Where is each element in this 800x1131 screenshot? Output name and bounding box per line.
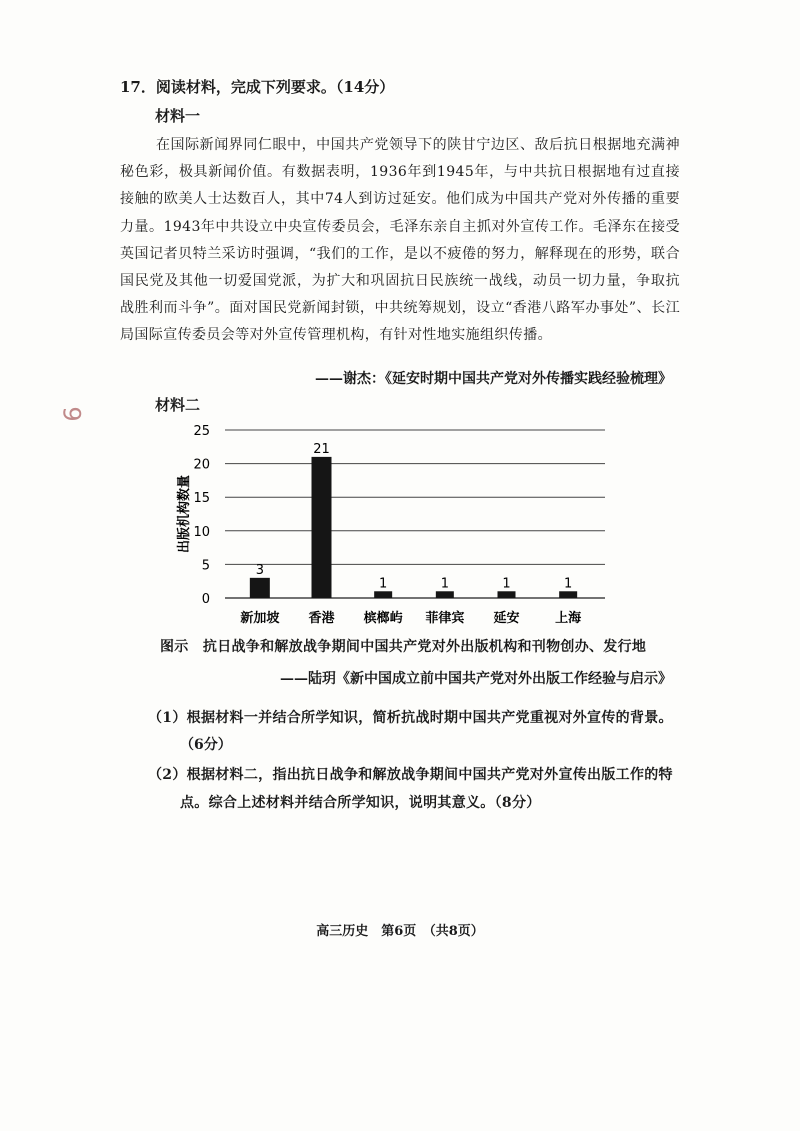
bar bbox=[374, 591, 392, 598]
x-category-label: 菲律宾 bbox=[425, 611, 465, 626]
bar bbox=[250, 578, 270, 598]
publishing-bar-chart bbox=[160, 418, 620, 630]
bar bbox=[436, 591, 454, 598]
bar-value-label: 3 bbox=[255, 562, 264, 578]
y-tick-label: 0 bbox=[201, 592, 210, 607]
x-category-label: 新加坡 bbox=[240, 611, 280, 626]
material1-label: 材料一 bbox=[155, 107, 201, 125]
bar-value-label: 21 bbox=[313, 441, 330, 457]
bar-value-label: 1 bbox=[564, 576, 573, 592]
x-category-label: 槟榔屿 bbox=[363, 611, 403, 626]
y-axis-label: 出版机构数量 bbox=[177, 474, 192, 554]
y-tick-label: 20 bbox=[193, 457, 210, 473]
bar-value-label: 1 bbox=[440, 576, 449, 592]
question-heading: 17．阅读材料，完成下列要求。（14分） bbox=[120, 78, 395, 96]
x-category-label: 香港 bbox=[308, 611, 335, 626]
x-category-label: 延安 bbox=[493, 611, 520, 626]
question-1: （1）根据材料一并结合所学知识，简析抗战时期中国共产党重视对外宣传的背景。 bbox=[148, 710, 673, 726]
question-2: （2）根据材料二，指出抗日战争和解放战争期间中国共产党对外宣传出版工作的特 bbox=[148, 767, 673, 783]
y-tick-label: 10 bbox=[193, 524, 210, 540]
bar-value-label: 1 bbox=[502, 576, 511, 592]
question-2-continued: 点。综合上述材料并结合所学知识，说明其意义。（8分） bbox=[180, 795, 541, 811]
figure-caption: 图示 抗日战争和解放战争期间中国共产党对外出版机构和刊物创办、发行地 bbox=[160, 639, 647, 655]
bar bbox=[559, 591, 577, 598]
question-1-points: （6分） bbox=[180, 737, 232, 753]
material2-label: 材料二 bbox=[155, 396, 201, 414]
material2-source: ——陆玥《新中国成立前中国共产党对外出版工作经验与启示》 bbox=[280, 671, 672, 687]
y-tick-label: 25 bbox=[193, 424, 210, 439]
page-footer: 高三历史 第6页 （共8页） bbox=[316, 924, 484, 939]
margin-mark: 9 bbox=[57, 406, 86, 422]
bar bbox=[312, 457, 332, 598]
x-category-label: 上海 bbox=[555, 611, 582, 626]
y-tick-label: 15 bbox=[193, 491, 210, 507]
bar bbox=[498, 591, 516, 598]
material1-source: ——谢杰：《延安时期中国共产党对外传播实践经验梳理》 bbox=[315, 371, 672, 387]
material1-text: 在国际新闻界同仁眼中，中国共产党领导下的陕甘宁边区、敌后抗日根据地充满神秘色彩，极具新闻价值。有数据表明，1936年到1945年，与中共抗日根据地有过直接接触的欧美人士达数百人，其中74人到访过延安。他们成为中国共产党对外传播的重要力量。1943年中共设立中央宣传委员会，毛泽东亲自主抓对外宣传工作。毛泽东在接受英国记者贝特兰采访时强调，“我们的工作，是以不疲倦的努力，解释现在的形势，联合国民党及其他一切爱国党派，为扩大和巩固抗日民族统一战线，动员一切力量，争取抗战胜利而斗争”。面对国民党新闻封锁，中共统筹规划，设立“香港八路军办事处”、长江局国际宣传委员会等对外宣传管理机构，有针对性地实施组织传播。 bbox=[120, 137, 680, 344]
bar-value-label: 1 bbox=[379, 576, 388, 592]
y-tick-label: 5 bbox=[201, 558, 210, 574]
